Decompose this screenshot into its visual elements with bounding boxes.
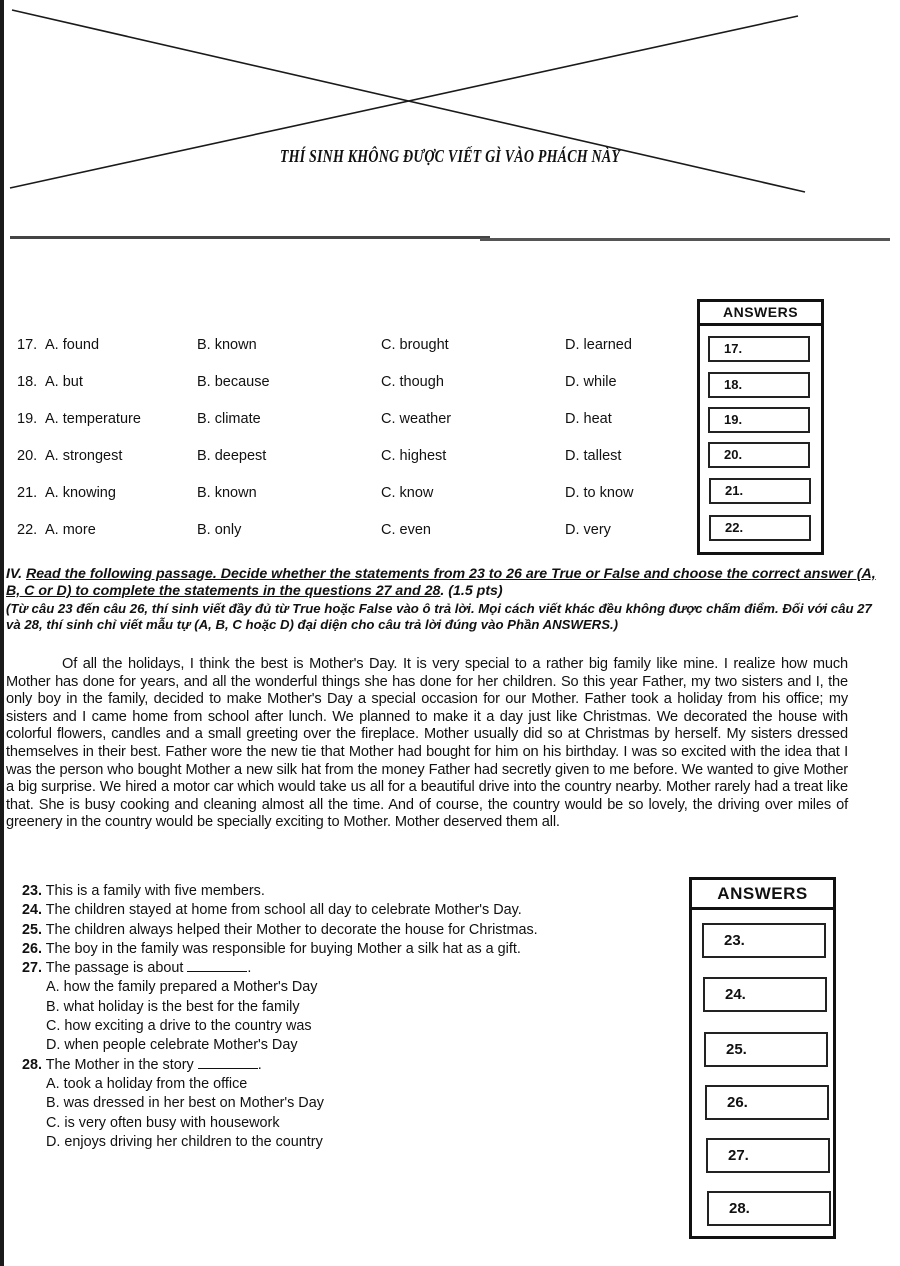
option-d: D. learned [565, 337, 632, 353]
question-number: 25. [22, 921, 43, 938]
option-a: A. strongest [45, 448, 123, 464]
question-27: 27. The passage is about . [22, 960, 252, 977]
answer-box-label: 20. [724, 447, 743, 462]
question-number: 27. [22, 960, 43, 977]
passage-text: Of all the holidays, I think the best is Mother's Day. It is very special to a rather big family like mine. I realize how much Mother has done for years, and all the wonderful things she has done for her children. So this year Father, my two sisters and I, the only boy in the family, decided to make Mother's Day a special occasion for our Mother. Father took a holiday from his office; my sisters and I came home from school after lunch. We planned to make it a day just like Christmas. We decorated the house with colorful flowers, candles and a small greeting over the fireplace. Mother usually did so at Christmas by herself. My sisters dressed themselves in their best. Father wore the new tie that Mother had bought for him on his birthday. I was so excited with the idea that I was the person who bought Mother a new silk hat from the money Father had secretly given to me before. We wanted to give Mother a big surprise. We hired a motor car which would take us all for a beautiful drive into the country nearby. Mother rarely had a treat like that. She is busy cooking and cleaning almost all the time. And of course, the country would be so lovely, the driving over miles of greenery in the country would be specially exciting to Mother. Mother deserved them all. [6, 656, 848, 831]
answer-box-27[interactable] [706, 1138, 830, 1173]
answer-box-28[interactable] [707, 1191, 831, 1226]
answer-box-18[interactable] [708, 372, 810, 398]
answers-panel-17-22 [697, 299, 824, 555]
answer-box-label: 25. [726, 1041, 747, 1058]
answers-title: ANSWERS [700, 302, 821, 326]
q27-option-d: D. when people celebrate Mother's Day [46, 1037, 298, 1054]
answer-box-26[interactable] [705, 1085, 829, 1120]
option-b: B. known [197, 485, 257, 501]
question-number: 28. [22, 1056, 43, 1073]
statement-text: The boy in the family was responsible for buying Mother a silk hat as a gift. [42, 940, 521, 957]
option-c: C. know [381, 485, 434, 501]
option-d: D. heat [565, 411, 612, 427]
option-a: A. more [45, 522, 96, 538]
answer-blank [187, 959, 247, 972]
crossed-out-header-area [0, 0, 900, 260]
answer-box-label: 24. [725, 986, 746, 1003]
option-c: C. even [381, 522, 431, 538]
section-number: IV. [6, 566, 26, 582]
section-iv-note-vietnamese: (Từ câu 23 đến câu 26, thí sinh viết đầy đủ từ True hoặc False vào ô trả lời. Mọi cách viết khác đều không được chấm điểm. Đối với câu 27 và 28, thí sinh chỉ viết mẫu tự (A, B, C hoặc D) đại diện cho câu trả lời đúng vào Phần ANSWERS.) [6, 601, 872, 632]
answer-box-label: 17. [724, 341, 743, 356]
option-c: C. weather [381, 411, 452, 427]
option-a: A. but [45, 374, 83, 390]
answer-box-label: 18. [724, 377, 743, 392]
answer-box-20[interactable] [708, 442, 810, 468]
question-number: 24. [22, 902, 43, 919]
option-d: D. tallest [565, 448, 622, 464]
option-c: C. brought [381, 337, 449, 353]
answer-blank [198, 1056, 258, 1069]
option-b: B. only [197, 522, 242, 538]
section-instruction: Read the following passage. Decide whether the statements from 23 to 26 are True or False and choose the correct answer (A, B, C or D) to complete the statements in the questions 27 and 28 [6, 566, 876, 599]
question-stem: The passage is about [42, 960, 188, 977]
answer-box-label: 26. [727, 1094, 748, 1111]
answer-box-label: 19. [724, 412, 743, 427]
statement-text: This is a family with five members. [42, 883, 265, 899]
question-number: 20. [17, 448, 38, 464]
option-a: A. temperature [45, 411, 141, 427]
separator-line [480, 238, 890, 241]
q27-option-b: B. what holiday is the best for the family [46, 998, 300, 1015]
option-b: B. known [197, 337, 257, 353]
question-number: 22. [17, 522, 38, 538]
option-d: D. while [565, 374, 617, 390]
option-c: C. highest [381, 448, 447, 464]
option-d: D. very [565, 522, 611, 538]
answer-box-label: 28. [729, 1200, 750, 1217]
answers-panel-23-28 [689, 877, 836, 1239]
answers-title: ANSWERS [692, 880, 833, 910]
option-a: A. found [45, 337, 100, 353]
question-number: 17. [17, 337, 38, 353]
question-number: 23. [22, 883, 43, 899]
answer-box-22[interactable] [709, 515, 811, 541]
option-d: D. to know [565, 485, 634, 501]
q28-option-b: B. was dressed in her best on Mother's Day [46, 1095, 324, 1112]
q28-option-d: D. enjoys driving her children to the country [46, 1133, 323, 1150]
question-number: 26. [22, 940, 43, 957]
answer-box-17[interactable] [708, 336, 810, 362]
question-number: 21. [17, 485, 38, 501]
option-b: B. climate [197, 411, 261, 427]
q27-option-a: A. how the family prepared a Mother's Day [46, 979, 318, 996]
questions-23-28 [22, 882, 672, 1152]
question-28: 28. The Mother in the story . [22, 1056, 262, 1073]
option-c: C. though [381, 374, 444, 390]
no-write-notice: THÍ SINH KHÔNG ĐƯỢC VIẾT GÌ VÀO PHÁCH NÀY [279, 148, 621, 167]
question-number: 18. [17, 374, 38, 390]
option-a: A. knowing [45, 485, 116, 501]
answer-box-label: 22. [725, 520, 744, 535]
q27-option-c: C. how exciting a drive to the country was [46, 1018, 312, 1035]
answer-box-label: 21. [725, 483, 744, 498]
separator-line [10, 236, 490, 239]
statement-24 [22, 901, 672, 920]
answer-box-24[interactable] [703, 977, 827, 1012]
statement-23 [22, 882, 672, 901]
answer-box-25[interactable] [704, 1032, 828, 1067]
statement-text: The children always helped their Mother to decorate the house for Christmas. [42, 921, 538, 938]
reading-passage [6, 656, 848, 832]
answer-box-19[interactable] [708, 407, 810, 433]
section-iv-instructions [6, 566, 886, 600]
q28-option-c: C. is very often busy with housework [46, 1114, 280, 1131]
question-stem: The Mother in the story [42, 1056, 198, 1073]
answer-box-label: 23. [724, 932, 745, 949]
answer-box-label: 27. [728, 1147, 749, 1164]
question-number: 19. [17, 411, 38, 427]
section-points: . (1.5 pts) [440, 583, 503, 599]
option-b: B. because [197, 374, 270, 390]
option-b: B. deepest [197, 448, 267, 464]
q28-option-a: A. took a holiday from the office [46, 1075, 248, 1092]
statement-text: The children stayed at home from school all day to celebrate Mother's Day. [42, 902, 522, 919]
answer-box-23[interactable] [702, 923, 826, 958]
statement-26 [22, 940, 672, 959]
answer-box-21[interactable] [709, 478, 811, 504]
statement-25 [22, 921, 672, 940]
